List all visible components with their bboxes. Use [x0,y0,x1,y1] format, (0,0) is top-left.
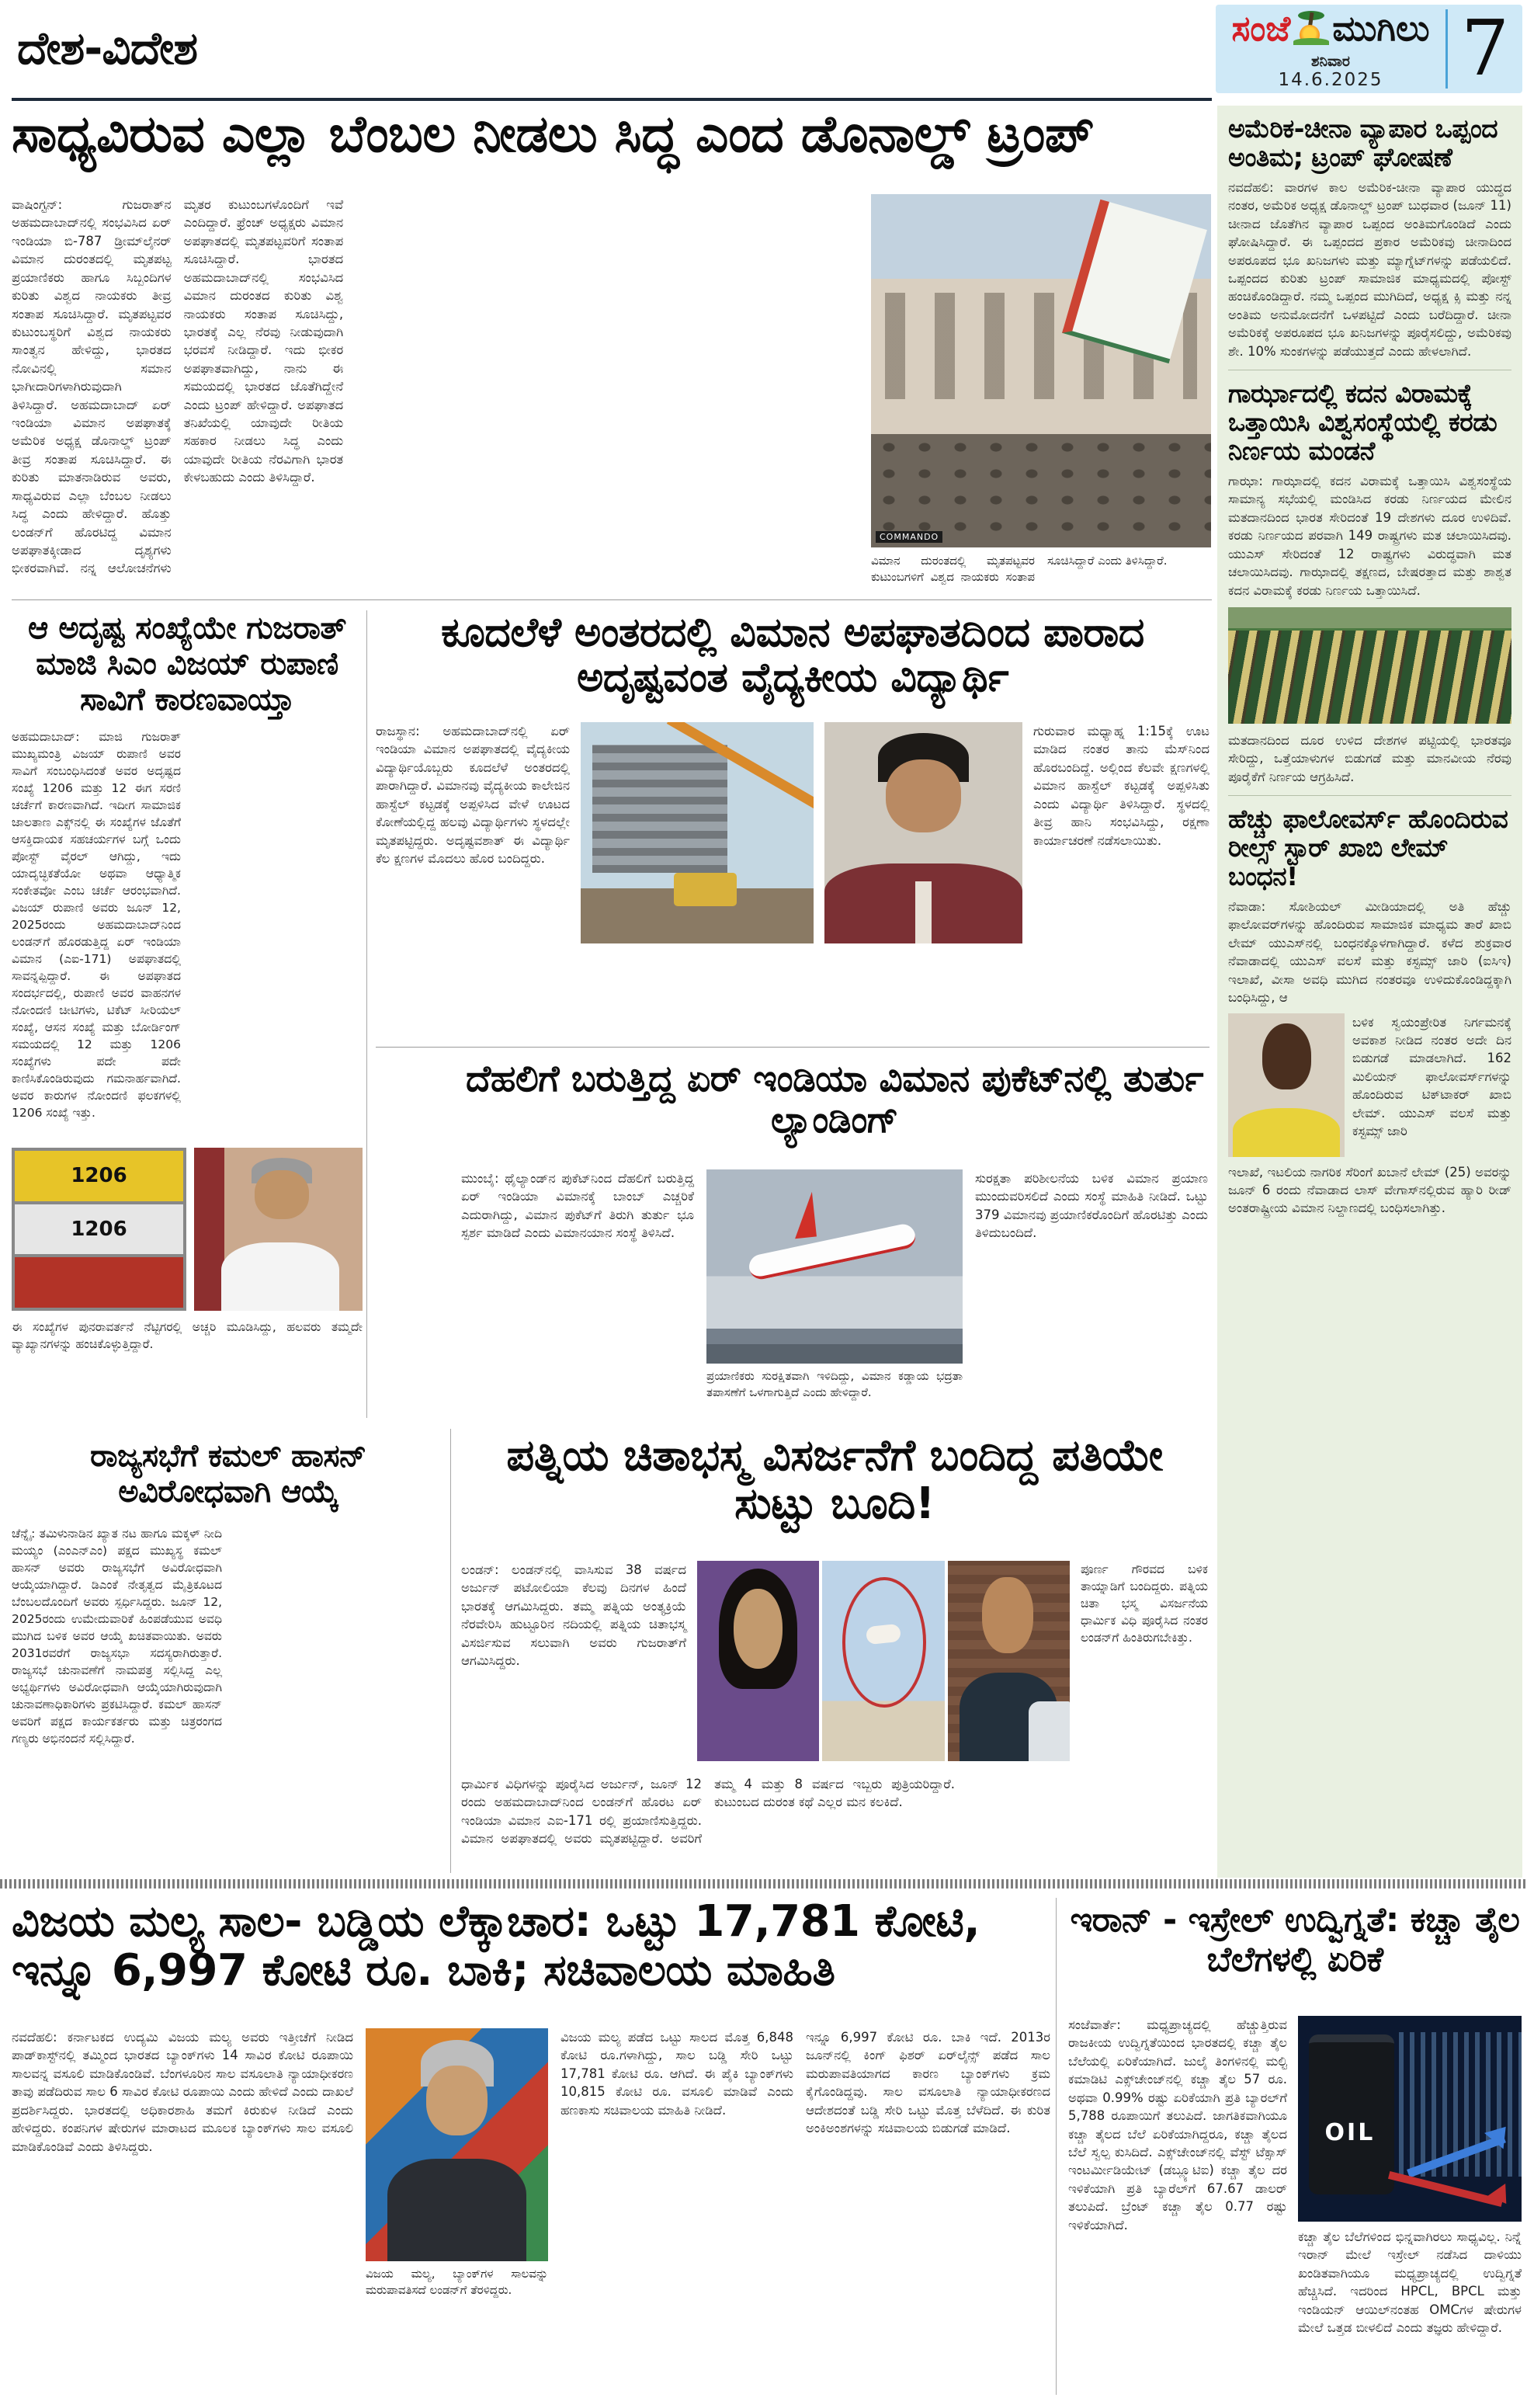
khaby-body-2: ಇಲಾಖೆ, ಇಟಲಿಯ ನಾಗರಿಕ ಸೆರಿಂಗೆ ಖಬಾನೆ ಲೇಮ್ (25) ಅವರನ್ನು ಜೂನ್ 6 ರಂದು ನೆವಾಡಾದ ಲಾಸ್ ವೇಗಾಸ್‌ನಲ್ಲಿರುವ ಹ್ಯಾರಿ ರೀಡ್ ಅಂತರಾಷ್ಟ್ರೀಯ ವಿಮಾನ ನಿಲ್ದಾಣದಲ್ಲಿ ಬಂಧಿಸಲಾಗಿತ್ತು. [1228,1164,1511,1216]
lead-headline: ಸಾಧ್ಯವಿರುವ ಎಲ್ಲಾ ಬೆಂಬಲ ನೀಡಲು ಸಿದ್ಧ ಎಂದ ಡೊನಾಲ್ಡ್ ಟ್ರಂಪ್ [12,104,1095,164]
brand-name-red: ಸಂಜೆ [1231,8,1291,49]
iran-headline: ಇರಾನ್ - ಇಸ್ರೇಲ್ ಉದ್ವಿಗ್ನತೆ: ಕಚ್ಚಾ ತೈಲ ಬೆಲೆಗಳಲ್ಲಿ ಏರಿಕೆ [1070,1900,1520,1979]
rescue-crane-photo [581,722,814,943]
mallya-photo [366,2028,548,2261]
red-ticket-image [15,1257,183,1308]
white-number-plate: 1206 [15,1204,183,1255]
commando-label: COMMANDO [876,531,942,543]
lead-body: ವಾಷಿಂಗ್ಟನ್: ಗುಜರಾತ್‌ನ ಅಹಮದಾಬಾದ್‌ನಲ್ಲಿ ಸಂಭವಿಸಿದ ಏರ್ ಇಂಡಿಯಾ ಬಿ-787 ಡ್ರೀಮ್‌ಲೈನರ್ ವಿಮಾನ ದುರಂತದಲ್ಲಿ ಮೃತಪಟ್ಟ ಪ್ರಯಾಣಿಕರು ಹಾಗೂ ಸಿಬ್ಬಂದಿಗಳ ಕುರಿತು ವಿಶ್ವದ ನಾಯಕರು ತೀವ್ರ ಸಂತಾಪ ಸೂಚಿಸಿದ್ದಾರೆ. ಮೃತಪಟ್ಟವರ ಕುಟುಂಬಸ್ಥರಿಗೆ ವಿಶ್ವದ ನಾಯಕರು ಸಾಂತ್ವನ ಹೇಳಿದ್ದು, ಭಾರತದ ನೋವಿನಲ್ಲಿ ಸಮಾನ ಭಾಗೀದಾರಿಗಳಾಗಿರುವುದಾಗಿ ತಿಳಿಸಿದ್ದಾರೆ. ಅಹಮದಾಬಾದ್ ಏರ್ ಇಂಡಿಯಾ ವಿಮಾನ ಅಪಘಾತಕ್ಕೆ ಅಮೆರಿಕ ಅಧ್ಯಕ್ಷ ಡೊನಾಲ್ಡ್ ಟ್ರಂಪ್ ತೀವ್ರ ಸಂತಾಪ ಸೂಚಿಸಿದ್ದಾರೆ. ಈ ಕುರಿತು ಮಾತನಾಡಿರುವ ಅವರು, ಸಾಧ್ಯವಿರುವ ಎಲ್ಲಾ ಬೆಂಬಲ ನೀಡಲು ಸಿದ್ಧ ಎಂದು ಹೇಳಿದ್ದಾರೆ. ಹೊತ್ತು ಲಂಡನ್‌ಗೆ ಹೊರಟಿದ್ದ ವಿಮಾನ ಅಪಘಾತಕ್ಕೀಡಾದ ದೃಶ್ಯಗಳು ಭೀಕರವಾಗಿವೆ. ನನ್ನ ಆಲೋಚನೆಗಳು ಮೃತರ ಕುಟುಂಬಗಳೊಂದಿಗೆ ಇವೆ ಎಂದಿದ್ದಾರೆ. ಫ್ರೆಂಚ್ ಅಧ್ಯಕ್ಷರು ವಿಮಾನ ಅಪಘಾತದಲ್ಲಿ ಮೃತಪಟ್ಟವರಿಗೆ ಸಂತಾಪ ಸೂಚಿಸಿದ್ದಾರೆ. ಭಾರತದ ಅಹಮದಾಬಾದ್‌ನಲ್ಲಿ ಸಂಭವಿಸಿದ ವಿಮಾನ ದುರಂತದ ಕುರಿತು ವಿಶ್ವ ನಾಯಕರು ಸಂತಾಪ ಸೂಚಿಸಿದ್ದು, ಭಾರತಕ್ಕೆ ಎಲ್ಲ ನೆರವು ನೀಡುವುದಾಗಿ ಭರವಸೆ ನೀಡಿದ್ದಾರೆ. ಇದು ಭೀಕರ ಅಪಘಾತವಾಗಿದ್ದು, ನಾನು ಈ ಸಮಯದಲ್ಲಿ ಭಾರತದ ಜೊತೆಗಿದ್ದೇನೆ ಎಂದು ಟ್ರಂಪ್ ಹೇಳಿದ್ದಾರೆ. ಅಪಘಾತದ ತನಿಖೆಯಲ್ಲಿ ಯಾವುದೇ ರೀತಿಯ ಸಹಕಾರ ನೀಡಲು ಸಿದ್ಧ ಎಂದು ಯಾವುದೇ ರೀತಿಯ ನೆರವಿಗಾಗಿ ಭಾರತ ಕೇಳಬಹುದು ಎಂದು ತಿಳಿಸಿದ್ದಾರೆ. [12,197,344,576]
student-body-left: ರಾಜಸ್ಥಾನ: ಅಹಮದಾಬಾದ್‌ನಲ್ಲಿ ಏರ್ ಇಂಡಿಯಾ ವಿಮಾನ ಅಪಘಾತದಲ್ಲಿ ವೈದ್ಯಕೀಯ ವಿದ್ಯಾರ್ಥಿಯೊಬ್ಬರು ಕೂದಲೆಳೆ ಅಂತರದಲ್ಲಿ ಪಾರಾಗಿದ್ದಾರೆ. ವಿಮಾನವು ವೈದ್ಯಕೀಯ ಕಾಲೇಜಿನ ಹಾಸ್ಟೆಲ್ ಕಟ್ಟಡಕ್ಕೆ ಅಪ್ಪಳಿಸಿದ ವೇಳೆ ಊಟದ ಕೋಣೆಯಲ್ಲಿದ್ದ ಹಲವು ವಿದ್ಯಾರ್ಥಿಗಳು ಸ್ಥಳದಲ್ಲೇ ಮೃತಪಟ್ಟಿದ್ದರು. ಅದೃಷ್ಟವಶಾತ್ ಈ ವಿದ್ಯಾರ್ಥಿ ಕೆಲ ಕ್ಷಣಗಳ ಮೊದಲು ಹೊರ ಬಂದಿದ್ದರು. [376,724,570,866]
mallya-col-1: ನವದೆಹಲಿ: ಕರ್ನಾಟಕದ ಉದ್ಯಮಿ ವಿಜಯ ಮಲ್ಯ ಅವರು ಇತ್ತೀಚೆಗೆ ನೀಡಿದ ಪಾಡ್‌ಕಾಸ್ಟ್‌ನಲ್ಲಿ ತಮ್ಮಿಂದ ಭಾರತದ ಬ್ಯಾಂಕ್‌ಗಳು 14 ಸಾವಿರ ಕೋಟಿ ರೂಪಾಯಿ ಸಾಲವನ್ನ ವಸೂಲಿ ಮಾಡಿಕೊಂಡಿವೆ. ಬೆಂಗಳೂರಿನ ಸಾಲ ವಸೂಲಾತಿ ನ್ಯಾಯಾಧೀಕರಣ ತಾವು ಪಡೆದಿರುವ ಸಾಲ 6 ಸಾವಿರ ಕೋಟಿ ರೂಪಾಯಿ ಎಂದು ಹೇಳಿದೆ ಎಂದು ದಾಖಲೆ ಪ್ರದರ್ಶಿಸಿದ್ದರು. ಭಾರತದಲ್ಲಿ ಅಧಿಕಾರಶಾಹಿ ತಮಗೆ ಕಿರುಕುಳ ನೀಡಿದೆ ಎಂದು ಹೇಳಿದ್ದರು. ಕಂಪನಿಗಳ ಷೇರುಗಳ ಮಾರಾಟದ ಮೂಲಕ ಬ್ಯಾಂಕ್‌ಗಳು ಸಾಲ ವಸೂಲಿ ಮಾಡಿಕೊಂಡಿವೆ ಎಂದು ತಿಳಿಸಿದ್ದರು. [12,2030,353,2154]
gaza-body-2: ಮತದಾನದಿಂದ ದೂರ ಉಳಿದ ದೇಶಗಳ ಪಟ್ಟಿಯಲ್ಲಿ ಭಾರತವೂ ಸೇರಿದ್ದು, ಒತ್ತೆಯಾಳುಗಳ ಬಿಡುಗಡೆ ಮತ್ತು ಮಾನವೀಯ ನೆರವು ಪೂರೈಕೆಗೆ ನಿರ್ಣಯ ಆಗ್ರಹಿಸಿದೆ. [1228,732,1511,784]
uschina-body: ನವದೆಹಲಿ: ವಾರಗಳ ಕಾಲ ಅಮೆರಿಕ-ಚೀನಾ ವ್ಯಾಪಾರ ಯುದ್ಧದ ನಂತರ, ಅಮೆರಿಕ ಅಧ್ಯಕ್ಷ ಡೊನಾಲ್ಡ್ ಟ್ರಂಪ್ ಬುಧವಾರ (ಜೂನ್ 11) ಚೀನಾದ ಜೊತೆಗಿನ ವ್ಯಾಪಾರ ಒಪ್ಪಂದ ಅಂತಿಮಗೊಂಡಿದೆ ಎಂದು ಘೋಷಿಸಿದ್ದಾರೆ. ಈ ಒಪ್ಪಂದದ ಪ್ರಕಾರ ಅಮೆರಿಕವು ಚೀನಾದಿಂದ ಅಪರೂಪದ ಭೂ ಖನಿಜಗಳು ಮತ್ತು ಮ್ಯಾಗ್ನೆಟ್‌ಗಳನ್ನು ಪಡೆಯಲಿದೆ. ಒಪ್ಪಂದದ ಕುರಿತು ಟ್ರಂಪ್ ಸಾಮಾಜಿಕ ಮಾಧ್ಯಮದಲ್ಲಿ ಪೋಸ್ಟ್ ಹಂಚಿಕೊಂಡಿದ್ದಾರೆ. ನಮ್ಮ ಒಪ್ಪಂದ ಮುಗಿದಿದೆ, ಅಧ್ಯಕ್ಷ ಕ್ಸಿ ಮತ್ತು ನನ್ನ ಅಂತಿಮ ಅನುಮೋದನೆಗೆ ಒಳಪಟ್ಟಿದೆ ಎಂದು ಬರೆದಿದ್ದಾರೆ. ಚೀನಾ ಅಮೆರಿಕಕ್ಕೆ ಅಪರೂಪದ ಭೂ ಖನಿಜಗಳನ್ನು ಪೂರೈಸಲಿದ್ದು, ಅಮೆರಿಕವು ಶೇ. 10% ಸುಂಕಗಳನ್ನು ಪಡೆಯುತ್ತದೆ ಎಂದು ಹೇಳಲಾಗಿದೆ. [1228,179,1511,359]
husband-body-right: ಪೂರ್ಣ ಗೌರವದ ಬಳಿಕ ತಾಯ್ನಾಡಿಗೆ ಬಂದಿದ್ದರು. ಪತ್ನಿಯ ಚಿತಾ ಭಸ್ಮ ವಿಸರ್ಜನೆಯ ಧಾರ್ಮಿಕ ವಿಧಿ ಪೂರೈಸಿದ ನಂತರ ಲಂಡನ್‌ಗೆ ಹಿಂತಿರುಗಬೇಕಿತ್ತು. [1081,1562,1208,1645]
mallya-col-3: ವಿಜಯ ಮಲ್ಯ ಪಡೆದ ಒಟ್ಟು ಸಾಲದ ಮೊತ್ತ 6,848 ಕೋಟಿ ರೂ.ಗಳಾಗಿದ್ದು, ಸಾಲ ಬಡ್ಡಿ ಸೇರಿ ಒಟ್ಟು 17,781 ಕೋಟಿ ರೂ. ಆಗಿದೆ. ಈ ಪೈಕಿ ಬ್ಯಾಂಕ್‌ಗಳು 10,815 ಕೋಟಿ ರೂ. ವಸೂಲಿ ಮಾಡಿವೆ ಎಂದು ಹಣಕಾಸು ಸಚಿವಾಲಯ ಮಾಹಿತಿ ನೀಡಿದೆ. [560,2030,793,2118]
khaby-headline: ಹೆಚ್ಚು ಫಾಲೋವರ್ಸ್ ಹೊಂದಿರುವ ರೀಲ್ಸ್ ಸ್ಟಾರ್ ಖಾಬಿ ಲೇಮ್ ಬಂಧನ! [1228,804,1508,892]
kamal-headline: ರಾಜ್ಯಸಭೆಗೆ ಕಮಲ್ ಹಾಸನ್ ಅವಿರೋಧವಾಗಿ ಆಯ್ಕೆ [90,1438,366,1510]
rupani-portrait [194,1148,363,1311]
brand-name-black: ಮುಗಿಲು [1332,8,1430,49]
number-plate-photos [12,1148,186,1311]
rail-divider [1228,795,1511,796]
rupani-body-2: ಈ ಸಂಖ್ಯೆಗಳ ಪುನರಾವರ್ತನೆ ನೆಟ್ಟಿಗರಲ್ಲಿ ಅಚ್ಚರಿ ಮೂಡಿಸಿದ್ದು, ಹಲವರು ತಮ್ಮದೇ ವ್ಯಾಖ್ಯಾನಗಳನ್ನು ಹಂಚಿಕೊಳ್ಳುತ್ತಿದ್ದಾರೆ. [12,1320,363,1351]
column-divider [366,610,367,1418]
iran-body-left: ಸಂಜೆವಾರ್ತೆ: ಮಧ್ಯಪ್ರಾಚ್ಯದಲ್ಲಿ ಹೆಚ್ಚುತ್ತಿರುವ ರಾಜಕೀಯ ಉದ್ವಿಗ್ನತೆಯಿಂದ ಭಾರತದಲ್ಲಿ ಕಚ್ಚಾ ತೈಲ ಬೆಲೆಯಲ್ಲಿ ಏರಿಕೆಯಾಗಿದೆ. ಜುಲೈ ತಿಂಗಳಿನಲ್ಲಿ ಮಲ್ಟಿ ಕಮಾಡಿಟಿ ಎಕ್ಸ್‌ಚೇಂಜ್‌ನಲ್ಲಿ ಕಚ್ಚಾ ತೈಲ 57 ರೂ. ಅಥವಾ 0.99% ರಷ್ಟು ಏರಿಕೆಯಾಗಿ ಪ್ರತಿ ಬ್ಯಾರಲ್‌ಗೆ 5,788 ರೂಪಾಯಿಗೆ ತಲುಪಿದೆ. ಜಾಗತಿಕವಾಗಿಯೂ ಕಚ್ಚಾ ತೈಲದ ಬೆಲೆ ಏರಿಕೆಯಾಗಿದ್ದರೂ, ಕಚ್ಚಾ ತೈಲದ ಬೆಲೆ ಸ್ವಲ್ಪ ಕುಸಿದಿದೆ. ಎಕ್ಸ್‌ಚೇಂಜ್‌ನಲ್ಲಿ ವೆಸ್ಟ್ ಟೆಕ್ಸಾಸ್ ಇಂಟರ್ಮೀಡಿಯೇಟ್ (ಡಬ್ಲ್ಯೂಟಿಐ) ಕಚ್ಚಾ ತೈಲ ದರ ಇಳಿಕೆಯಾಗಿ ಪ್ರತಿ ಬ್ಯಾರೆಲ್‌ಗೆ 67.67 ಡಾಲರ್ ತಲುಪಿದೆ. ಬ್ರೆಂಟ್ ಕಚ್ಚಾ ತೈಲ 0.77 ರಷ್ಟು ಇಳಿಕೆಯಾಗಿದೆ. [1068,2017,1287,2233]
header-rule [12,98,1212,101]
khaby-body-side: ಬಳಿಕ ಸ್ವಯಂಪ್ರೇರಿತ ನಿರ್ಗಮನಕ್ಕೆ ಅವಕಾಶ ನೀಡಿದ ನಂತರ ಅದೇ ದಿನ ಬಿಡುಗಡೆ ಮಾಡಲಾಗಿದೆ. 162 ಮಿಲಿಯನ್ ಫಾಲೋವರ್ಸ್‌ಗಳನ್ನು ಹೊಂದಿರುವ ಟಿಕ್‌ಟಾಕರ್ ಖಾಬಿ ಲೇಮ್. ಯುಎಸ್ ವಲಸೆ ಮತ್ತು ಕಸ್ಟಮ್ಸ್ ಜಾರಿ [1352,1014,1511,1139]
iran-body-right: ಕಚ್ಚಾ ತೈಲ ಬೆಲೆಗಳಿಂದ ಭಿನ್ನವಾಗಿರಲು ಸಾಧ್ಯವಿಲ್ಲ. ನಿನ್ನೆ ಇರಾನ್ ಮೇಲೆ ಇಸ್ರೇಲ್ ನಡೆಸಿದ ದಾಳಿಯು ಖಂಡಿತವಾಗಿಯೂ ಮಧ್ಯಪ್ರಾಚ್ಯದಲ್ಲಿ ಉದ್ವಿಗ್ನತೆ ಹೆಚ್ಚಿಸಿದೆ. ಇದರಿಂದ HPCL, BPCL ಮತ್ತು ಇಂಡಿಯನ್ ಆಯಿಲ್‌ನಂತಹ OMCಗಳ ಷೇರುಗಳ ಮೇಲೆ ಒತ್ತಡ ಬೀಳಲಿದೆ ಎಂದು ತಜ್ಞರು ಹೇಳಿದ್ದಾರೆ. [1298,2229,1522,2336]
lead-body-continued: ವಿಮಾನ ದುರಂತದಲ್ಲಿ ಮೃತಪಟ್ಟವರ ಕುಟುಂಬಗಳಿಗೆ ವಿಶ್ವದ ನಾಯಕರು ಸಂತಾಪ ಸೂಚಿಸಿದ್ದಾರೆ ಎಂದು ತಿಳಿಸಿದ್ದಾರೆ. [871,554,1168,585]
air-india-plane-photo [706,1169,963,1364]
page-title: ದೇಶ-ವಿದೇಶ [17,22,198,75]
husband-body-bottom: ಧಾರ್ಮಿಕ ವಿಧಿಗಳನ್ನು ಪೂರೈಸಿದ ಅರ್ಜುನ್, ಜೂನ್ 12 ರಂದು ಅಹಮದಾಬಾದ್‌ನಿಂದ ಲಂಡನ್‌ಗೆ ಹೊರಟ ಏರ್ ಇಂಡಿಯಾ ವಿಮಾನ ಎಐ-171 ರಲ್ಲಿ ಪ್ರಯಾಣಿಸುತ್ತಿದ್ದರು. ವಿಮಾನ ಅಪಘಾತದಲ್ಲಿ ಅವರು ಮೃತಪಟ್ಟಿದ್ದಾರೆ. ಅವರಿಗೆ ತಮ್ಮ 4 ಮತ್ತು 8 ವರ್ಷದ ಇಬ್ಬರು ಪುತ್ರಿಯರಿದ್ದಾರೆ. ಕುಟುಂಬದ ದುರಂತ ಕಥೆ ಎಲ್ಲರ ಮನ ಕಲಕಿದೆ. [461,1777,955,1847]
masthead-brand [1216,5,1445,93]
husband-body-left: ಲಂಡನ್: ಲಂಡನ್‌ನಲ್ಲಿ ವಾಸಿಸುವ 38 ವರ್ಷದ ಅರ್ಜುನ್ ಪಟೋಲಿಯಾ ಕೆಲವು ದಿನಗಳ ಹಿಂದೆ ಭಾರತಕ್ಕೆ ಆಗಮಿಸಿದ್ದರು. ತಮ್ಮ ಪತ್ನಿಯ ಅಂತ್ಯಕ್ರಿಯೆ ನೆರವೇರಿಸಿ ಹುಟ್ಟೂರಿನ ನದಿಯಲ್ಲಿ ಪತ್ನಿಯ ಚಿತಾಭಸ್ಮ ವಿಸರ್ಜಿಸುವ ಸಲುವಾಗಿ ಅವರು ಗುಜರಾತ್‌ಗೆ ಆಗಮಿಸಿದ್ದರು. [461,1562,686,1669]
masthead [1216,5,1522,93]
kamal-body: ಚೆನ್ನೈ: ತಮಿಳುನಾಡಿನ ಖ್ಯಾತ ನಟ ಹಾಗೂ ಮಕ್ಕಳ್ ನೀದಿ ಮಯ್ಯಂ (ಎಂಎನ್ಎಂ) ಪಕ್ಷದ ಮುಖ್ಯಸ್ಥ ಕಮಲ್ ಹಾಸನ್ ಅವರು ರಾಜ್ಯಸಭೆಗೆ ಅವಿರೋಧವಾಗಿ ಆಯ್ಕೆಯಾಗಿದ್ದಾರೆ. ಡಿಎಂಕೆ ನೇತೃತ್ವದ ಮೈತ್ರಿಕೂಟದ ಬೆಂಬಲದೊಂದಿಗೆ ಅವರು ಸ್ಪರ್ಧಿಸಿದ್ದರು. ಜೂನ್ 12, 2025ರಂದು ಉಮೇದುವಾರಿಕೆ ಹಿಂಪಡೆಯುವ ಅವಧಿ ಮುಗಿದ ಬಳಿಕ ಅವರ ಆಯ್ಕೆ ಖಚಿತವಾಯಿತು. ಅವರು 2031ರವರೆಗೆ ರಾಜ್ಯಸಭಾ ಸದಸ್ಯರಾಗಿರುತ್ತಾರೆ. ರಾಜ್ಯಸಭೆ ಚುನಾವಣೆಗೆ ನಾಮಪತ್ರ ಸಲ್ಲಿಸಿದ್ದ ಎಲ್ಲ ಅಭ್ಯರ್ಥಿಗಳು ಅವಿರೋಧವಾಗಿ ಆಯ್ಕೆಯಾಗಿರುವುದಾಗಿ ಚುನಾವಣಾಧಿಕಾರಿಗಳು ಪ್ರಕಟಿಸಿದ್ದಾರೆ. ಕಮಲ್ ಹಾಸನ್ ಅವರಿಗೆ ಪಕ್ಷದ ಕಾರ್ಯಕರ್ತರು ಮತ್ತು ಚಿತ್ರರಂಗದ ಗಣ್ಯರು ಅಭಿನಂದನೆ ಸಲ್ಲಿಸಿದ್ದಾರೆ. [12,1527,222,1746]
palm-sun-logo [1293,12,1329,45]
right-rail [1217,106,1522,1878]
student-body-right: ಗುರುವಾರ ಮಧ್ಯಾಹ್ನ 1:15ಕ್ಕೆ ಊಟ ಮಾಡಿದ ನಂತರ ತಾನು ಮೆಸ್‌ನಿಂದ ಹೊರಬಂದಿದ್ದೆ. ಅಲ್ಲಿಂದ ಕೆಲವೇ ಕ್ಷಣಗಳಲ್ಲಿ ವಿಮಾನ ಹಾಸ್ಟೆಲ್ ಕಟ್ಟಡಕ್ಕೆ ಅಪ್ಪಳಿಸಿತು ಎಂದು ವಿದ್ಯಾರ್ಥಿ ತಿಳಿಸಿದ್ದಾರೆ. ಸ್ಥಳದಲ್ಲಿ ತೀವ್ರ ಹಾನಿ ಸಂಭವಿಸಿದ್ದು, ರಕ್ಷಣಾ ಕಾರ್ಯಾಚರಣೆ ನಡೆಸಲಾಯಿತು. [1033,724,1209,848]
mallya-col-4: ಇನ್ನೂ 6,997 ಕೋಟಿ ರೂ. ಬಾಕಿ ಇದೆ. 2013ರ ಜೂನ್‌ನಲ್ಲಿ ಕಿಂಗ್ ಫಿಶರ್ ಏರ್‌ಲೈನ್ಸ್ ಪಡೆದ ಸಾಲ ಮರುಪಾವತಿಯಾಗದ ಕಾರಣ ಬ್ಯಾಂಕ್‌ಗಳು ಕ್ರಮ ಕೈಗೊಂಡಿದ್ದವು. ಸಾಲ ವಸೂಲಾತಿ ನ್ಯಾಯಾಧೀಕರಣದ ಆದೇಶದಂತೆ ಬಡ್ಡಿ ಸೇರಿ ಒಟ್ಟು ಮೊತ್ತ ಬೆಳೆದಿದೆ. ಈ ಕುರಿತ ಅಂಕಿಅಂಶಗಳನ್ನು ಸಚಿವಾಲಯ ಬಿಡುಗಡೆ ಮಾಡಿದೆ. [806,2030,1050,2136]
yellow-number-plate: 1206 [15,1151,183,1201]
page-number: 7 [1460,5,1510,93]
gaza-headline: ಗಾರ್ಝಾದಲ್ಲಿ ಕದನ ವಿರಾಮಕ್ಕೆ ಒತ್ತಾಯಿಸಿ ವಿಶ್ವಸಂಸ್ಥೆಯಲ್ಲಿ ಕರಡು ನಿರ್ಣಯ ಮಂಡನೆ [1228,378,1498,467]
phuket-body-3: ಸುರಕ್ಷತಾ ಪರಿಶೀಲನೆಯ ಬಳಿಕ ವಿಮಾನ ಪ್ರಯಾಣ ಮುಂದುವರಿಸಲಿದೆ ಎಂದು ಸಂಸ್ಥೆ ಮಾಹಿತಿ ನೀಡಿದೆ. ಒಟ್ಟು 379 ವಿಮಾನವು ಪ್ರಯಾಣಿಕರೊಂದಿಗೆ ಹೊರಟಿತ್ತು ಎಂದು ತಿಳಿದುಬಂದಿದೆ. [975,1171,1208,1241]
medical-student-portrait [824,722,1022,943]
rupani-body: ಅಹಮದಾಬಾದ್: ಮಾಜಿ ಗುಜರಾತ್ ಮುಖ್ಯಮಂತ್ರಿ ವಿಜಯ್ ರುಪಾಣಿ ಅವರ ಸಾವಿಗೆ ಸಂಬಂಧಿಸಿದಂತೆ ಅವರ ಅದೃಷ್ಟದ ಸಂಖ್ಯೆ 1206 ಮತ್ತು 12 ಈಗ ಸರಣಿ ಚರ್ಚೆಗೆ ಕಾರಣವಾಗಿದೆ. ಇದೀಗ ಸಾಮಾಜಿಕ ಜಾಲತಾಣ ಎಕ್ಸ್‌ನಲ್ಲಿ ಈ ಸಂಖ್ಯೆಗಳ ಜೊತೆಗೆ ಆಸಕ್ತಿದಾಯಕ ಸಹಚರ್ಯಗಳ ಬಗ್ಗೆ ಒಂದು ಪೋಸ್ಟ್ ವೈರಲ್ ಆಗಿದ್ದು, ಇದು ಯಾದೃಚ್ಛಿಕತೆಯೋ ಅಥವಾ ಆಧ್ಯಾತ್ಮಿಕ ಸಂಕೇತವೋ ಎಂಬ ಚರ್ಚೆ ಆರಂಭವಾಗಿದೆ. ವಿಜಯ್ ರುಪಾಣಿ ಅವರು ಜೂನ್ 12, 2025ರಂದು ಅಹಮದಾಬಾದ್‌ನಿಂದ ಲಂಡನ್‌ಗೆ ಹೊರಡುತ್ತಿದ್ದ ಏರ್ ಇಂಡಿಯಾ ವಿಮಾನ (ಎಐ-171) ಅಪಘಾತದಲ್ಲಿ ಸಾವನ್ನಪ್ಪಿದ್ದಾರೆ. ಈ ಅಪಘಾತದ ಸಂದರ್ಭದಲ್ಲಿ, ರುಪಾಣಿ ಅವರ ವಾಹನಗಳ ನೋಂದಣಿ ಚೀಟಿಗಳು, ಟಿಕೆಟ್ ಸೀರಿಯಲ್ ಸಂಖ್ಯೆ, ಆಸನ ಸಂಖ್ಯೆ ಮತ್ತು ಬೋರ್ಡಿಂಗ್ ಸಮಯದಲ್ಲಿ 12 ಮತ್ತು 1206 ಸಂಖ್ಯೆಗಳು ಪದೇ ಪದೇ ಕಾಣಿಸಿಕೊಂಡಿರುವುದು ಗಮನಾರ್ಹವಾಗಿದೆ. ಅವರ ಕಾರುಗಳ ನೋಂದಣಿ ಫಲಕಗಳಲ್ಲಿ 1206 ಸಂಖ್ಯೆ ಇತ್ತು. [12,730,181,1120]
phuket-body: ಮುಂಬೈ: ಥೈಲ್ಯಾಂಡ್‌ನ ಪುಕೆಟ್‌ನಿಂದ ದೆಹಲಿಗೆ ಬರುತ್ತಿದ್ದ ಏರ್ ಇಂಡಿಯಾ ವಿಮಾನಕ್ಕೆ ಬಾಂಬ್ ಎಚ್ಚರಿಕೆ ಎದುರಾಗಿದ್ದು, ವಿಮಾನ ಪುಕೆಟ್‌ಗೆ ತಿರುಗಿ ತುರ್ತು ಭೂ ಸ್ಪರ್ಶ ಮಾಡಿದೆ ಎಂದು ವಿಮಾನಯಾನ ಸಂಸ್ಥೆ ತಿಳಿಸಿದೆ. [461,1171,694,1241]
weekday: ಶನಿವಾರ [1311,53,1350,70]
wife-portrait [697,1561,819,1761]
un-assembly-photo [1228,607,1511,724]
gaza-body: ಗಾಝಾ: ಗಾಝಾದಲ್ಲಿ ಕದನ ವಿರಾಮಕ್ಕೆ ಒತ್ತಾಯಿಸಿ ವಿಶ್ವಸಂಸ್ಥೆಯ ಸಾಮಾನ್ಯ ಸಭೆಯಲ್ಲಿ ಮಂಡಿಸಿದ ಕರಡು ನಿರ್ಣಯದ ಮೇಲಿನ ಮತದಾನದಿಂದ ಭಾರತ ಸೇರಿದಂತೆ 19 ದೇಶಗಳು ದೂರ ಉಳಿದಿವೆ. ಕರಡು ನಿರ್ಣಯದ ಪರವಾಗಿ 149 ರಾಷ್ಟ್ರಗಳು ಮತ ಚಲಾಯಿಸಿದವು. ಯುಎಸ್ ಸೇರಿದಂತೆ 12 ರಾಷ್ಟ್ರಗಳು ವಿರುದ್ಧವಾಗಿ ಮತ ಚಲಾಯಿಸಿದವು. ಗಾಝಾದಲ್ಲಿ ತಕ್ಷಣದ, ಬೇಷರತ್ತಾದ ಮತ್ತು ಶಾಶ್ವತ ಕದನ ವಿರಾಮಕ್ಕೆ ಕರಡು ನಿರ್ಣಯ ಒತ್ತಾಯಿಸಿದೆ. [1228,473,1511,598]
khaby-body: ನೆವಾಡಾ: ಸೋಶಿಯಲ್ ಮೀಡಿಯಾದಲ್ಲಿ ಅತಿ ಹೆಚ್ಚು ಫಾಲೋವರ್‌ಗಳನ್ನು ಹೊಂದಿರುವ ಸಾಮಾಜಿಕ ಮಾಧ್ಯಮ ತಾರೆ ಖಾಬಿ ಲೇಮ್ ಯುಎಸ್‌ನಲ್ಲಿ ಬಂಧನಕ್ಕೊಳಗಾಗಿದ್ದಾರೆ. ಕಳೆದ ಶುಕ್ರವಾರ ನೆವಾಡಾದಲ್ಲಿ ಯುಎಸ್ ವಲಸೆ ಮತ್ತು ಕಸ್ಟಮ್ಸ್ ಜಾರಿ (ಐಸಿಇ) ಇಲಾಖೆ, ವೀಸಾ ಅವಧಿ ಮುಗಿದ ನಂತರವೂ ಉಳಿದುಕೊಂಡಿದ್ದಕ್ಕಾಗಿ ಬಂಧಿಸಿದ್ದು, ಆ [1228,899,1511,1006]
crash-photo [871,194,1211,547]
oil-price-graphic [1298,2016,1522,2222]
column-divider [1056,1898,1057,2395]
phuket-headline: ದೆಹಲಿಗೆ ಬರುತ್ತಿದ್ದ ಏರ್ ಇಂಡಿಯಾ ವಿಮಾನ ಪುಕೆಟ್‌ನಲ್ಲಿ ತುರ್ತು ಲ್ಯಾಂಡಿಂಗ್ [466,1058,1203,1141]
plane-circled-photo [822,1561,944,1761]
uschina-headline: ಅಮೆರಿಕ-ಚೀನಾ ವ್ಯಾಪಾರ ಒಪ್ಪಂದ ಅಂತಿಮ; ಟ್ರಂಪ್ ಘೋಷಣೆ [1228,113,1498,172]
column-divider [450,1429,451,1873]
husband-portrait [948,1561,1070,1761]
mallya-col-2: ವಿಜಯ ಮಲ್ಯ, ಬ್ಯಾಂಕ್‌ಗಳ ಸಾಲವನ್ನು ಮರುಪಾವತಿಸದೆ ಲಂಡನ್‌ಗೆ ತೆರಳಿದ್ದರು. [366,2267,548,2298]
phuket-body-2: ಪ್ರಯಾಣಿಕರು ಸುರಕ್ಷಿತವಾಗಿ ಇಳಿದಿದ್ದು, ವಿಮಾನ ಕಡ್ಡಾಯ ಭದ್ರತಾ ತಪಾಸಣೆಗೆ ಒಳಗಾಗುತ್ತಿದೆ ಎಂದು ಹೇಳಿದ್ದಾರೆ. [706,1369,963,1400]
section-divider [0,1879,1527,1889]
couple-photo-collage [697,1561,1070,1761]
student-headline: ಕೂದಲೆಳೆ ಅಂತರದಲ್ಲಿ ವಿಮಾನ ಅಪಘಾತದಿಂದ ಪಾರಾದ ಅದೃಷ್ಟವಂತ ವೈದ್ಯಕೀಯ ವಿದ್ಯಾರ್ಥಿ [441,610,1144,702]
divider [12,599,1212,600]
rupani-headline: ಆ ಅದೃಷ್ಟ ಸಂಖ್ಯೆಯೇ ಗುಜರಾತ್ ಮಾಜಿ ಸಿಎಂ ವಿಜಯ್ ರುಪಾಣಿ ಸಾವಿಗೆ ಕಾರಣವಾಯ್ತಾ [28,610,346,718]
date: 14.6.2025 [1278,70,1383,90]
divider [376,1047,1209,1048]
mallya-headline: ವಿಜಯ ಮಲ್ಯ ಸಾಲ- ಬಡ್ಡಿಯ ಲೆಕ್ಕಾಚಾರ: ಒಟ್ಟು 17,781 ಕೋಟಿ, ಇನ್ನೂ 6,997 ಕೋಟಿ ರೂ. ಬಾಕಿ; ಸಚಿವಾಲಯ ಮಾಹಿತಿ [12,1896,980,1996]
khaby-lame-photo [1228,1013,1345,1157]
husband-headline: ಪತ್ನಿಯ ಚಿತಾಭಸ್ಮ ವಿಸರ್ಜನೆಗೆ ಬಂದಿದ್ದ ಪತಿಯೇ ಸುಟ್ಟು ಬೂದಿ! [506,1430,1163,1529]
oil-barrel-label: OIL [1324,2118,1376,2146]
